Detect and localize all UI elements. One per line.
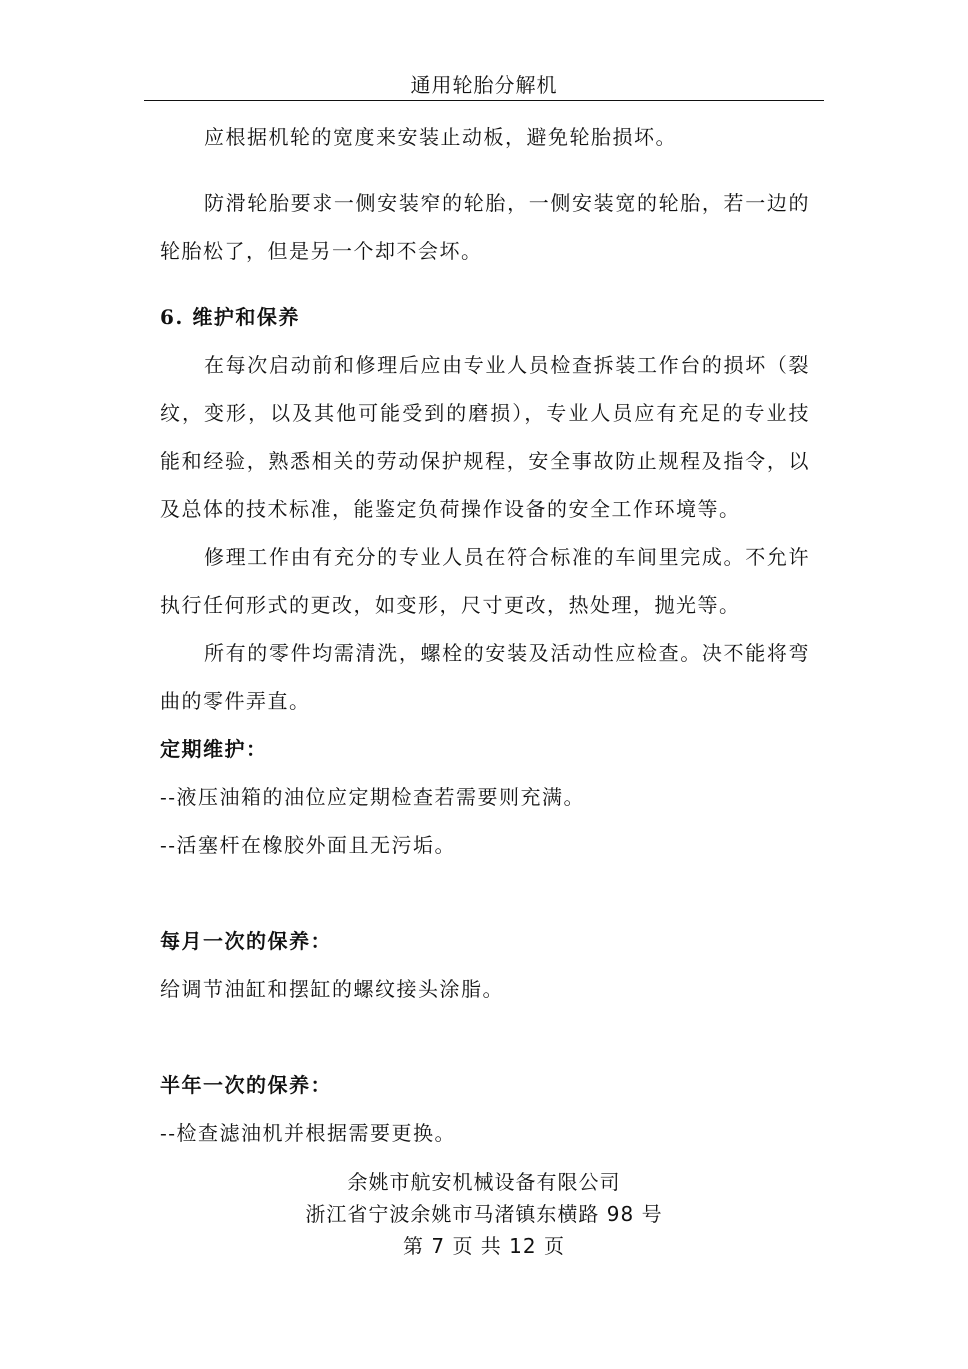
paragraph: 修理工作由有充分的专业人员在符合标准的车间里完成。不允许执行任何形式的更改，如变形，尺寸更改，热处理，抛光等。 <box>160 545 810 617</box>
footer-company: 余姚市航安机械设备有限公司 <box>347 1170 621 1194</box>
spacer <box>160 161 810 179</box>
paragraph: 在每次启动前和修理后应由专业人员检查拆装工作台的损坏（裂纹，变形，以及其他可能受到的磨损），专业人员应有充足的专业技能和经验，熟悉相关的劳动保护规程，安全事故防止规程及指令，以及总体的技术标准，能鉴定负荷操作设备的安全工作环境等。 <box>160 353 810 521</box>
paragraph: 所有的零件均需清洗，螺栓的安装及活动性应检查。决不能将弯曲的零件弄直。 <box>160 641 810 713</box>
monthly-maintenance-heading: 每月一次的保养： <box>160 929 332 953</box>
footer-address: 浙江省宁波余姚市马渚镇东横路 98 号 <box>305 1202 663 1226</box>
list-item: --活塞杆在橡胶外面且无污垢。 <box>160 833 457 857</box>
list-item: 给调节油缸和摆缸的螺纹接头涂脂。 <box>160 977 504 1001</box>
page-header-title: 通用轮胎分解机 <box>410 73 558 97</box>
spacer <box>160 275 810 293</box>
spacer <box>160 869 810 917</box>
spacer <box>160 1013 810 1061</box>
page-footer <box>144 1166 824 1262</box>
paragraph: 应根据机轮的宽度来安装止动板，避免轮胎损坏。 <box>204 125 677 149</box>
list-item: --液压油箱的油位应定期检查若需要则充满。 <box>160 785 586 809</box>
footer-page-number: 第 7 页 共 12 页 <box>403 1234 565 1258</box>
halfyear-maintenance-heading: 半年一次的保养： <box>160 1073 332 1097</box>
header-divider <box>144 100 824 101</box>
list-item: --检查滤油机并根据需要更换。 <box>160 1121 457 1145</box>
periodic-maintenance-heading: 定期维护： <box>160 737 268 761</box>
section-heading: 6. 维护和保养 <box>160 305 300 329</box>
paragraph: 防滑轮胎要求一侧安装窄的轮胎，一侧安装宽的轮胎，若一边的轮胎松了，但是另一个却不会坏。 <box>160 191 810 263</box>
document-body <box>160 113 810 1157</box>
